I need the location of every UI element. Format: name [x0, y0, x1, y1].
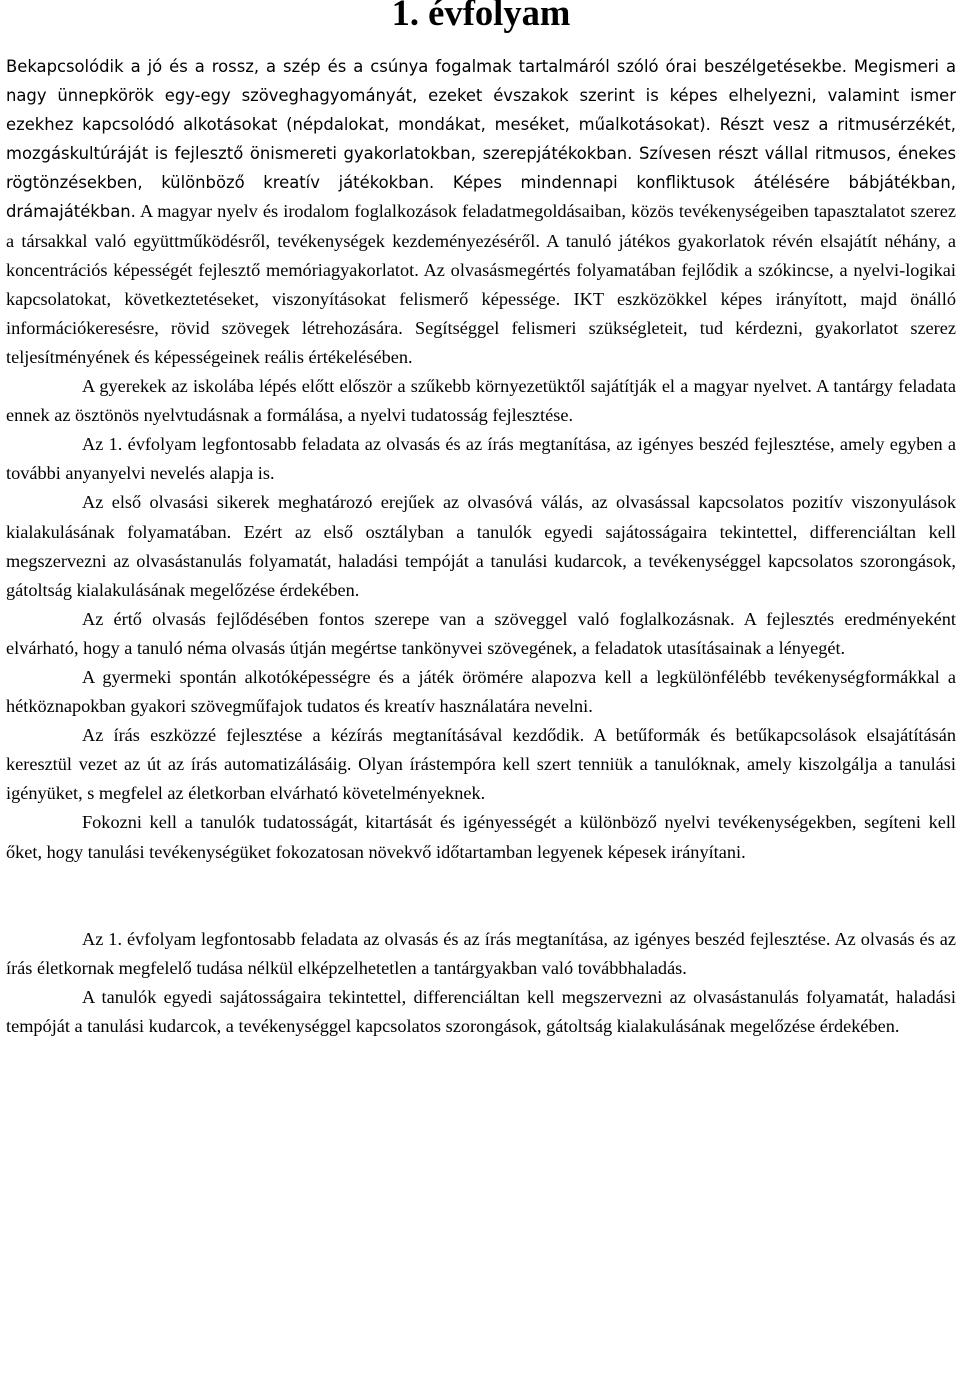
intro-text-sans: Bekapcsolódik a jó és a rossz, a szép és a csúnya fogalmak tartalmáról szóló órai beszélgetésekbe. Megismeri a nagy ünnepkörök egy-egy szöveghagyományát, ezeket évszakok szerint is képes elhelyezni, valamint ismer ezekhez kapcsolódó alkotásokat (népdalokat, mondákat, meséket, műalkotásokat). Részt vesz a ritmusérzékét, mozgáskultúráját is fejlesztő önismereti gyakorlatokban, szerepjátékokban. Szívesen részt vállal ritmusos, énekes rögtönzésekben, különböző kreatív játékokban. Képes mindennapi konfliktusok átélésére bábjátékban, drámajátékban.	[6, 57, 956, 222]
paragraph-6: Az írás eszközzé fejlesztése a kézírás megtanításával kezdődik. A betűformák és betűkapcsolások elsajátításán keresztül vezet az út az írás automatizálásáig. Olyan írástempóra kell szert tenniük a tanulóknak, amely kiszolgálja a tanulási igényüket, s megfelel az életkorban elvárható követelményeknek.	[6, 725, 956, 804]
paragraph-1: A gyerekek az iskolába lépés előtt először a szűkebb környezetüktől sajátítják el a magyar nyelvet. A tantárgy feladata ennek az ösztönös nyelvtudásnak a formálása, a nyelvi tudatosság fejlesztése.	[6, 376, 956, 426]
section-spacer	[6, 867, 956, 925]
document-page	[6, 0, 956, 1041]
intro-paragraph	[6, 52, 956, 372]
closing-paragraph-2: A tanulók egyedi sajátosságaira tekintettel, differenciáltan kell megszervezni az olvasástanulás folyamatát, haladási tempóját a tanulási kudarcok, a tevékenységgel kapcsolatos szorongások, gátoltság kialakulásának megelőzése érdekében.	[6, 986, 956, 1036]
document-title: 1. évfolyam	[391, 0, 571, 33]
paragraph-4: Az értő olvasás fejlődésében fontos szerepe van a szöveggel való foglalkozásnak. A fejlesztés eredményeként elvárható, hogy a tanuló néma olvasás útján megértse tankönyvei szövegének, a feladatok utasításainak a lényegét.	[6, 608, 956, 658]
intro-text-serif: A magyar nyelv és irodalom foglalkozások feladatmegoldásaiban, közös tevékenységeiben tapasztalatot szerez a társakkal való együttműködésről, tevékenységek kezdeményezéséről. A tanuló játékos gyakorlatok révén elsajátít néhány, a koncentrációs képességét fejlesztő memóriagyakorlatot. Az olvasásmegértés folyamatában fejlődik a szókincse, a nyelvi-logikai kapcsolatokat, következtetéseket, viszonyításokat felismerő képessége. IKT eszközökkel képes irányított, majd önálló információkeresésre, rövid szövegek létrehozására. Segítséggel felismeri szükségleteit, tud kérdezni, gyakorlatot szerez teljesítményének és képességeinek reális értékelésében.	[6, 201, 956, 367]
paragraph-5: A gyermeki spontán alkotóképességre és a játék örömére alapozva kell a legkülönfélébb tevékenységformákkal a hétköznapokban gyakori szövegműfajok tudatos és kreatív használatára nevelni.	[6, 666, 956, 717]
paragraph-7: Fokozni kell a tanulók tudatosságát, kitartását és igényességét a különböző nyelvi tevékenységekben, segíteni kell őket, hogy tanulási tevékenységüket fokozatosan növekvő időtartamban legyenek képesek irányítani.	[6, 812, 956, 862]
paragraph-2: Az 1. évfolyam legfontosabb feladata az olvasás és az írás megtanítása, az igényes beszéd fejlesztése, amely egyben a további anyanyelvi nevelés alapja is.	[6, 434, 956, 484]
closing-paragraph-1: Az 1. évfolyam legfontosabb feladata az olvasás és az írás megtanítása, az igényes beszéd fejlesztése. Az olvasás és az írás életkornak megfelelő tudása nélkül elképzelhetetlen a tantárgyakban való továbbhaladás.	[6, 928, 956, 978]
paragraph-3: Az első olvasási sikerek meghatározó erejűek az olvasóvá válás, az olvasással kapcsolatos pozitív viszonyulások kialakulásának folyamatában. Ezért az első osztályban a tanulók egyedi sajátosságaira tekintettel, differenciáltan kell megszervezni az olvasástanulás folyamatát, haladási tempóját a tanulási kudarcok, a tevékenységgel kapcsolatos szorongások, gátoltság kialakulásának megelőzése érdekében.	[6, 492, 956, 600]
